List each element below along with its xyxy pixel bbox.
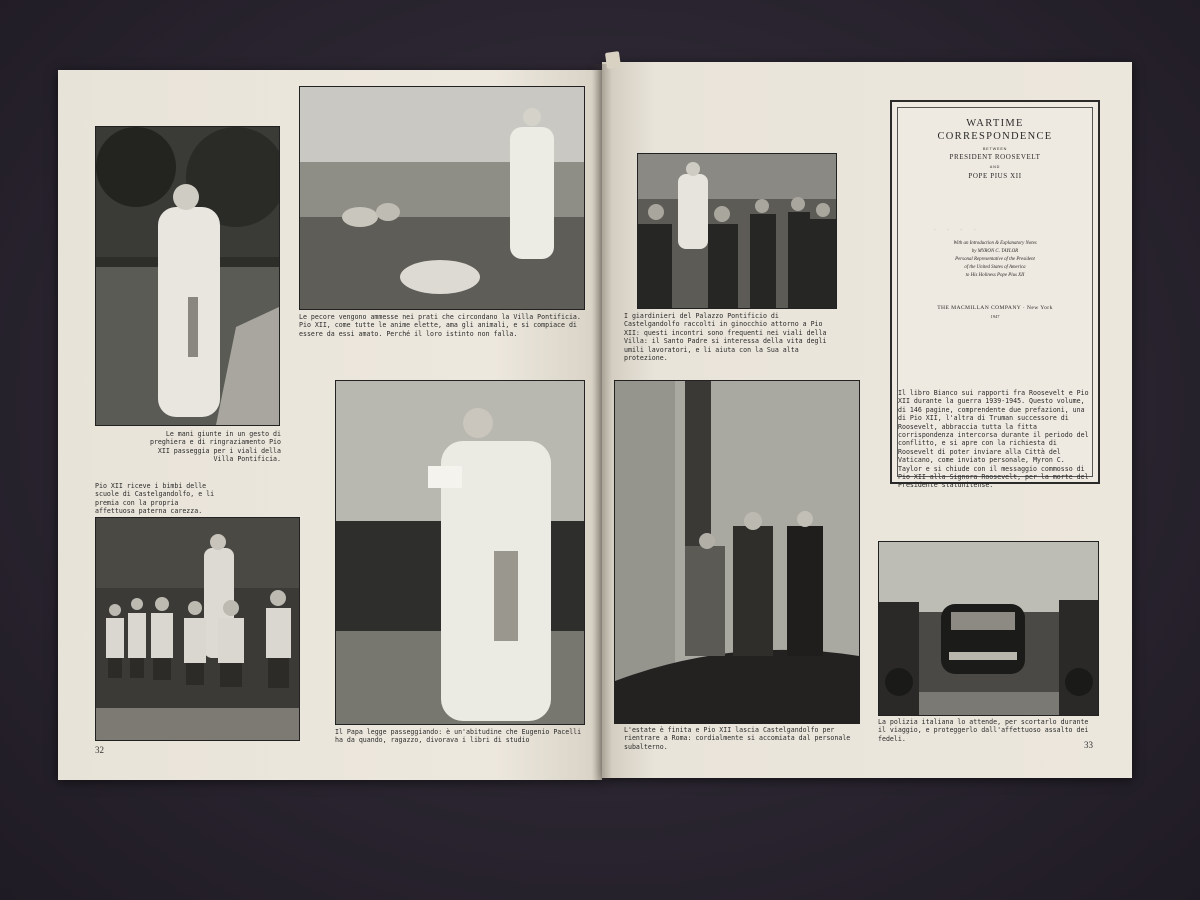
book-title-line2: CORRESPONDENCE: [937, 131, 1053, 142]
book-name1: PRESIDENT ROOSEVELT: [949, 153, 1041, 161]
caption-gardeners: I giardinieri del Palazzo Pontificio di Castelgandolfo raccolti in ginocchio attorno a Pio XII: questi incontri sono frequenti nei viali della Villa: il Santo Padre si interessa della vita degli umili lavoratori, e li aiuta con la Sua alta protezione.: [624, 312, 827, 363]
book-and: AND: [989, 165, 1001, 169]
book-intro: [892, 240, 1098, 280]
caption-reading: Il Papa legge passeggiando: è un'abitudine che Eugenio Pacelli ha da quando, ragazzo, divorava i libri di studio: [335, 728, 582, 745]
book-between: BETWEEN: [982, 147, 1008, 151]
book-intro-line: to His Holiness Pope Pius XII: [965, 273, 1025, 278]
book-cover-ghost-text: · · · ·: [932, 222, 980, 239]
book-intro-line: Personal Representative of the President: [955, 257, 1035, 262]
book-intro-line: With an Introduction & Explanatory Notes: [953, 241, 1037, 246]
page-tab: [605, 51, 621, 69]
book-title-line1: WARTIME: [966, 118, 1024, 129]
photo-pope-praying-garden: [95, 126, 280, 426]
book-name2: POPE PIUS XII: [968, 172, 1022, 180]
page-number-left: 32: [95, 745, 104, 755]
book-intro-line: by MYRON C. TAYLOR: [971, 249, 1019, 254]
photo-pope-reading: [335, 380, 585, 725]
book-year: 1947: [990, 314, 1000, 319]
caption-white-book: Il libro Bianco sui rapporti fra Roosevelt e Pio XII durante la guerra 1939-1945. Questo volume, di 146 pagine, comprendente due prefazioni, una di Pio XII, l'altra di Truman successore di Roosevelt, abbraccia tutta la fitta corrispondenza intercorsa durante il periodo del conflitto, e si apre con la richiesta di Roosevelt di poter inviare alla Città del Vaticano, come inviato personale, Myron C. Taylor e si chiude con il messaggio commosso di Pio XII alla Signora Roosevelt, per la morte del Presidente statunitense.: [898, 389, 1089, 490]
caption-police: La polizia italiana lo attende, per scortarlo durante il viaggio, e proteggerlo dall'affettuoso assalto dei fedeli.: [878, 718, 1089, 743]
book-publisher: THE MACMILLAN COMPANY · New York: [937, 305, 1053, 311]
photo-police-escort: [878, 541, 1099, 716]
caption-praying: Le mani giunte in un gesto di preghiera e di ringraziamento Pio XII passeggia per i viali della Villa Pontificia.: [149, 430, 281, 464]
photo-pope-leaving-castelgandolfo: [614, 380, 860, 724]
caption-leaving: L'estate è finita e Pio XII lascia Castelgandolfo per rientrare a Roma: cordialmente si accomiata dal personale subalterno.: [624, 726, 851, 751]
photo-pope-with-children: [95, 517, 300, 741]
photo-pope-with-gardeners: [637, 153, 837, 309]
page-number-right: 33: [1084, 740, 1093, 750]
book-intro-line: of the United States of America: [964, 265, 1026, 270]
caption-sheep: Le pecore vengono ammesse nei prati che circondano la Villa Pontificia. Pio XII, come tutte le anime elette, ama gli animali, e si compiace di essere da essi amato. Perché il loro istinto non falla.: [299, 313, 581, 338]
caption-children: Pio XII riceve i bimbi delle scuole di Castelgandolfo, e li premia con la propria affettuosa paterna carezza.: [95, 482, 215, 516]
book-spine: [592, 64, 612, 780]
photo-pope-with-sheep: [299, 86, 585, 310]
